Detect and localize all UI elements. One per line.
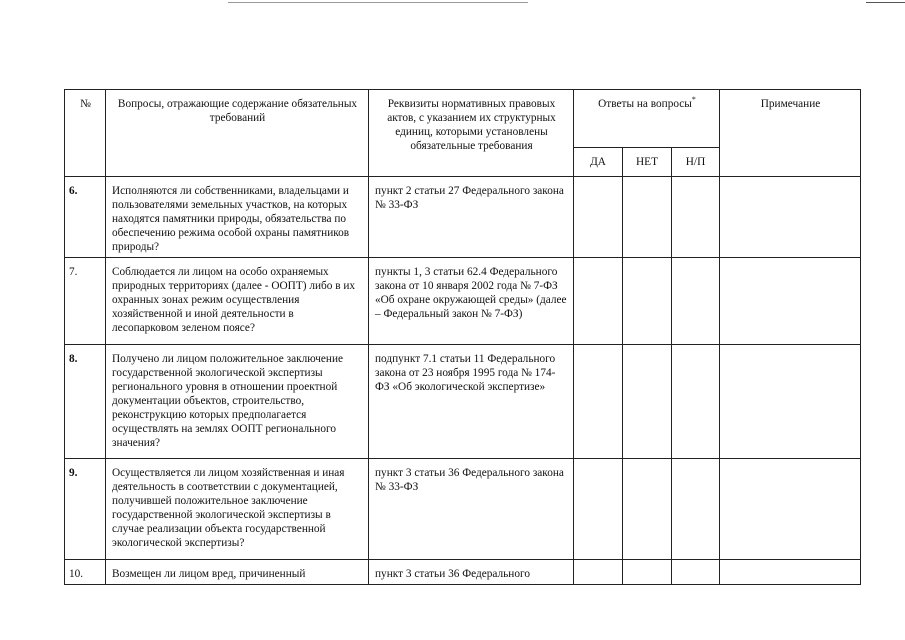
row-requisite: пункты 1, 3 статьи 62.4 Федерального закона от 10 января 2002 года № 7-ФЗ «Об охране окружающей среды» (далее – Федеральный закон № 7-ФЗ)	[369, 258, 574, 345]
row-requisite: подпункт 7.1 статьи 11 Федерального закона от 23 ноября 1995 года № 174-ФЗ «Об экологической экспертизе»	[369, 345, 574, 459]
answer-no-cell[interactable]	[623, 459, 672, 560]
note-cell[interactable]	[720, 258, 861, 345]
row-number: 7.	[65, 258, 106, 345]
footnote-mark: *	[691, 95, 696, 105]
row-question: Соблюдается ли лицом на особо охраняемых природных территориях (далее - ООПТ) либо в их охранных зонах режим осуществления хозяйственной и иной деятельности в лесопарковом зеленом поясе?	[106, 258, 369, 345]
answer-yes-cell[interactable]	[574, 560, 623, 585]
header-note: Примечание	[720, 90, 861, 177]
table-header-row	[65, 90, 861, 148]
answer-no-cell[interactable]	[623, 177, 672, 258]
table-row	[65, 459, 861, 560]
table-row	[65, 177, 861, 258]
answer-no-cell[interactable]	[623, 258, 672, 345]
header-questions: Вопросы, отражающие содержание обязательных требований	[106, 90, 369, 177]
row-requisite: пункт 3 статьи 36 Федерального закона № 33-ФЗ	[369, 459, 574, 560]
note-cell[interactable]	[720, 345, 861, 459]
header-number: №	[65, 90, 106, 177]
note-cell[interactable]	[720, 177, 861, 258]
row-number: 9.	[65, 459, 106, 560]
answer-na-cell[interactable]	[672, 560, 720, 585]
header-answers: Ответы на вопросы*	[574, 90, 720, 148]
table-row	[65, 560, 861, 585]
answer-na-cell[interactable]	[672, 177, 720, 258]
note-cell[interactable]	[720, 459, 861, 560]
row-number: 8.	[65, 345, 106, 459]
row-question: Возмещен ли лицом вред, причиненный	[106, 560, 369, 585]
answer-no-cell[interactable]	[623, 345, 672, 459]
answer-yes-cell[interactable]	[574, 258, 623, 345]
answer-yes-cell[interactable]	[574, 177, 623, 258]
page-top-rule-right	[866, 2, 905, 3]
row-question: Осуществляется ли лицом хозяйственная и иная деятельность в соответствии с документацией, получившей положительное заключение государственной экологической экспертизы в случае реализации объекта государственной экологической экспертизы?	[106, 459, 369, 560]
checklist-table	[64, 89, 861, 585]
answer-na-cell[interactable]	[672, 345, 720, 459]
answer-no-cell[interactable]	[623, 560, 672, 585]
header-requisites: Реквизиты нормативных правовых актов, с указанием их структурных единиц, которыми установлены обязательные требования	[369, 90, 574, 177]
page-top-rule	[228, 2, 528, 3]
table-row	[65, 345, 861, 459]
note-cell[interactable]	[720, 560, 861, 585]
row-requisite: пункт 2 статьи 27 Федерального закона № 33-ФЗ	[369, 177, 574, 258]
row-requisite: пункт 3 статьи 36 Федерального	[369, 560, 574, 585]
row-number: 6.	[65, 177, 106, 258]
answer-na-cell[interactable]	[672, 459, 720, 560]
answer-yes-cell[interactable]	[574, 459, 623, 560]
header-na: Н/П	[672, 148, 720, 177]
row-question: Получено ли лицом положительное заключение государственной экологической экспертизы регионального уровня в отношении проектной документации объектов, строительство, реконструкцию которых предполагается осуществлять на землях ООПТ регионального значения?	[106, 345, 369, 459]
checklist-page	[64, 89, 860, 585]
answer-yes-cell[interactable]	[574, 345, 623, 459]
row-question: Исполняются ли собственниками, владельцами и пользователями земельных участков, на которых находятся памятники природы, обязательства по обеспечению режима особой охраны памятников природы?	[106, 177, 369, 258]
header-yes: ДА	[574, 148, 623, 177]
table-row	[65, 258, 861, 345]
header-no: НЕТ	[623, 148, 672, 177]
answer-na-cell[interactable]	[672, 258, 720, 345]
row-number: 10.	[65, 560, 106, 585]
